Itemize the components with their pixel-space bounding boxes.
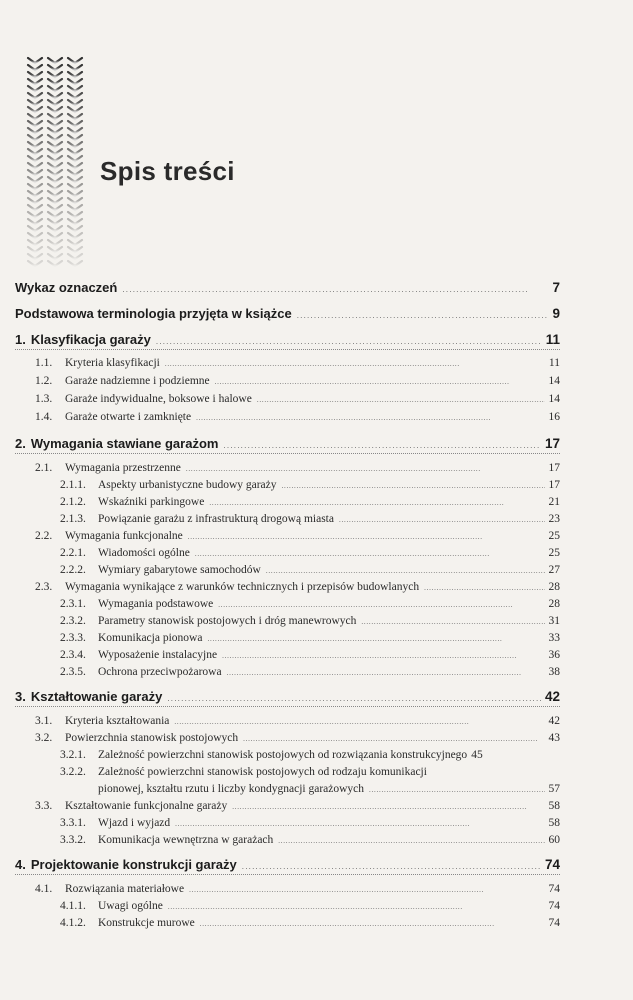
dot-leader <box>222 652 544 660</box>
dot-leader <box>424 584 544 592</box>
toc-subsection <box>60 817 560 829</box>
toc-subsection-number: 3.3.1. <box>60 817 86 829</box>
chevron-mark <box>68 191 82 196</box>
toc-section-page: 16 <box>548 411 560 423</box>
dot-leader <box>243 735 544 743</box>
toc-subsection <box>60 749 560 761</box>
toc-subsection-page: 45 <box>471 749 483 761</box>
toc-section <box>35 462 560 474</box>
toc-chapter-page: 17 <box>544 436 560 451</box>
toc-subsection-number: 2.2.1. <box>60 547 86 559</box>
toc-subsection-label: Powiązanie garażu z infrastrukturą drogową miasta <box>98 513 334 525</box>
toc-subsection <box>60 496 560 508</box>
dot-leader <box>223 441 541 450</box>
chevron-mark <box>68 261 82 266</box>
toc-subsection-page: 27 <box>548 564 560 576</box>
chevron-mark <box>68 72 82 77</box>
dot-leader <box>189 886 544 894</box>
toc-section <box>35 393 560 405</box>
chevron-mark <box>68 240 82 245</box>
chevron-mark <box>68 100 82 105</box>
toc-entry-terminologia <box>15 306 560 321</box>
chevron-mark <box>48 121 62 126</box>
toc-subsection-number: 4.1.2. <box>60 917 86 929</box>
toc-subsection-page: 57 <box>548 783 560 795</box>
dot-leader <box>369 786 544 794</box>
chevron-mark <box>48 247 62 252</box>
chevron-mark <box>68 219 82 224</box>
toc-subsection-number: 2.2.2. <box>60 564 86 576</box>
chevron-mark <box>48 219 62 224</box>
toc-subsection-page: 36 <box>548 649 560 661</box>
toc-section-label: Rozwiązania materiałowe <box>65 883 185 895</box>
chevron-mark <box>68 128 82 133</box>
toc-section-label: Wymagania przestrzenne <box>65 462 181 474</box>
toc-chapter-number: 4. <box>15 857 26 872</box>
toc-section <box>35 581 560 593</box>
toc-subsection-label: Zależność powierzchni stanowisk postojowych od rozwiązania konstrukcyjnego <box>98 749 468 761</box>
chevron-mark <box>68 198 82 203</box>
toc-chapter-number: 3. <box>15 689 26 704</box>
chevron-mark <box>48 184 62 189</box>
toc-subsection-label: Parametry stanowisk postojowych i dróg manewrowych <box>98 615 357 627</box>
chevron-mark <box>68 65 82 70</box>
chevron-mark <box>48 86 62 91</box>
dot-leader <box>168 903 545 911</box>
toc-section-number: 1.2. <box>35 375 53 387</box>
chevron-mark <box>48 240 62 245</box>
chevron-mark <box>68 247 82 252</box>
toc-subsection-page: 74 <box>548 917 560 929</box>
dot-leader <box>209 499 544 507</box>
toc-section-number: 2.3. <box>35 581 53 593</box>
toc-chapter-3 <box>15 689 560 704</box>
dot-leader <box>266 567 545 575</box>
toc-chapter-page: 11 <box>545 332 560 347</box>
toc-subsection-page: 17 <box>548 479 560 491</box>
chevron-mark <box>48 233 62 238</box>
toc-subsection-label: Wymagania podstawowe <box>98 598 214 610</box>
toc-section-label: Kryteria klasyfikacji <box>65 357 160 369</box>
dot-leader <box>278 837 544 845</box>
chevron-mark <box>48 163 62 168</box>
toc-section-label: Garaże indywidualne, boksowe i halowe <box>65 393 252 405</box>
chevron-mark <box>68 121 82 126</box>
toc-subsection-label: Konstrukcje murowe <box>98 917 195 929</box>
chevron-mark <box>68 93 82 98</box>
toc-chapter-number: 1. <box>15 332 26 347</box>
toc-section-number: 3.2. <box>35 732 53 744</box>
toc-subsection-page: 23 <box>548 513 560 525</box>
toc-subsection-number: 3.3.2. <box>60 834 86 846</box>
chevron-mark <box>48 170 62 175</box>
dot-leader <box>242 862 541 871</box>
toc-section <box>35 732 560 744</box>
chevron-mark <box>48 142 62 147</box>
chevron-mark <box>48 79 62 84</box>
toc-subsection-label: Aspekty urbanistyczne budowy garaży <box>98 479 277 491</box>
toc-subsection-label: Wyposażenie instalacyjne <box>98 649 218 661</box>
toc-section-number: 1.1. <box>35 357 53 369</box>
dot-leader <box>175 820 544 828</box>
toc-section-page: 28 <box>548 581 560 593</box>
dot-leader <box>257 396 545 404</box>
toc-subsection <box>60 479 560 491</box>
toc-subsection-label: Ochrona przeciwpożarowa <box>98 666 222 678</box>
toc-chapter-page: 42 <box>544 689 560 704</box>
toc-subsection <box>60 834 560 846</box>
toc-chapter-page: 74 <box>544 857 560 872</box>
toc-chapter-number: 2. <box>15 436 26 451</box>
chevron-mark <box>48 198 62 203</box>
toc-subsection-label: Wjazd i wyjazd <box>98 817 171 829</box>
toc-subsection <box>60 917 560 929</box>
chevron-mark <box>68 163 82 168</box>
chevron-mark <box>68 149 82 154</box>
toc-subsection-label: Wskaźniki parkingowe <box>98 496 205 508</box>
toc-subsection-number: 2.1.2. <box>60 496 86 508</box>
toc-section-number: 3.3. <box>35 800 53 812</box>
toc-subsection <box>60 615 560 627</box>
toc-subsection <box>60 900 560 912</box>
toc-section-page: 74 <box>548 883 560 895</box>
toc-subsection <box>60 666 560 678</box>
toc-section-page: 42 <box>548 715 560 727</box>
toc-chapter-4 <box>15 857 560 872</box>
toc-subsection-number: 4.1.1. <box>60 900 86 912</box>
toc-section-label: Garaże nadziemne i podziemne <box>65 375 210 387</box>
chevron-mark <box>68 114 82 119</box>
toc-subsection <box>60 513 560 525</box>
toc-section-number: 1.4. <box>35 411 53 423</box>
toc-subsection-page: 21 <box>548 496 560 508</box>
toc-section-number: 2.1. <box>35 462 53 474</box>
toc-subsection <box>60 547 560 559</box>
toc-entry-page: 9 <box>552 306 560 321</box>
chevron-mark <box>48 58 62 63</box>
chapter-divider <box>15 706 560 707</box>
chapter-divider <box>15 349 560 350</box>
toc-section-label: Wymagania funkcjonalne <box>65 530 183 542</box>
toc-subsection-continuation <box>98 783 560 795</box>
chevron-mark <box>48 226 62 231</box>
toc-subsection-label: Wiadomości ogólne <box>98 547 190 559</box>
chevron-mark <box>68 184 82 189</box>
dot-leader <box>361 618 544 626</box>
dot-leader <box>282 482 545 490</box>
toc-section-number: 4.1. <box>35 883 53 895</box>
toc-section <box>35 357 560 369</box>
chapter-divider <box>15 874 560 875</box>
toc-section-number: 3.1. <box>35 715 53 727</box>
toc-subsection-label: Komunikacja pionowa <box>98 632 203 644</box>
chevron-mark <box>68 233 82 238</box>
toc-subsection-number: 2.3.4. <box>60 649 86 661</box>
dot-leader <box>186 465 545 473</box>
toc-section-page: 17 <box>548 462 560 474</box>
chevron-mark <box>48 100 62 105</box>
dot-leader <box>167 694 541 703</box>
chevron-mark <box>68 135 82 140</box>
chevron-mark <box>68 205 82 210</box>
chevron-mark <box>68 86 82 91</box>
toc-chapter-label: Kształtowanie garaży <box>30 689 163 704</box>
toc-section-label: Garaże otwarte i zamknięte <box>65 411 192 423</box>
chevron-mark <box>68 58 82 63</box>
chevron-mark <box>68 170 82 175</box>
toc-subsection <box>60 632 560 644</box>
chevron-mark <box>48 93 62 98</box>
chevron-mark <box>68 177 82 182</box>
toc-subsection-label: Zależność powierzchni stanowisk postojowych od rodzaju komunikacji <box>98 766 427 778</box>
toc-section-number: 2.2. <box>35 530 53 542</box>
toc-section-page: 14 <box>548 393 560 405</box>
chevron-mark <box>48 177 62 182</box>
dot-leader <box>339 516 545 524</box>
toc-section-label: Powierzchnia stanowisk postojowych <box>65 732 239 744</box>
dot-leader <box>195 550 545 558</box>
toc-subsection-label: pionowej, kształtu rzutu i liczby kondygnacji garażowych <box>98 783 365 795</box>
toc-subsection-page: 31 <box>548 615 560 627</box>
chevron-mark <box>68 226 82 231</box>
toc-subsection-number: 2.3.2. <box>60 615 86 627</box>
chevron-mark <box>68 212 82 217</box>
dot-leader <box>297 311 549 320</box>
toc-subsection-number: 2.3.5. <box>60 666 86 678</box>
dot-leader <box>207 635 544 643</box>
toc-section-page: 43 <box>548 732 560 744</box>
toc-entry-label: Podstawowa terminologia przyjęta w książce <box>15 306 292 321</box>
chevron-mark <box>48 254 62 259</box>
toc-section <box>35 715 560 727</box>
toc-chapter-1 <box>15 332 560 347</box>
toc-subsection-page: 33 <box>548 632 560 644</box>
chevron-mark <box>68 107 82 112</box>
toc-section <box>35 375 560 387</box>
toc-subsection-number: 2.1.3. <box>60 513 86 525</box>
toc-subsection-page: 25 <box>548 547 560 559</box>
toc-subsection-page: 74 <box>548 900 560 912</box>
chevron-mark <box>48 107 62 112</box>
dot-leader <box>215 378 545 386</box>
toc-subsection-label: Komunikacja wewnętrzna w garażach <box>98 834 274 846</box>
toc-entry-page: 7 <box>552 280 560 295</box>
dot-leader <box>122 285 548 294</box>
page-title: Spis treści <box>100 156 235 186</box>
toc-subsection <box>60 649 560 661</box>
toc-subsection-page: 60 <box>548 834 560 846</box>
toc-subsection-page: 58 <box>548 817 560 829</box>
toc-section-label: Kształtowanie funkcjonalne garaży <box>65 800 228 812</box>
toc-section <box>35 411 560 423</box>
toc-section <box>35 800 560 812</box>
chevron-mark <box>48 114 62 119</box>
chevron-mark <box>48 72 62 77</box>
chevron-mark <box>48 156 62 161</box>
chevron-mark <box>68 156 82 161</box>
toc-chapter-label: Klasyfikacja garaży <box>30 332 151 347</box>
toc-section-page: 11 <box>548 357 560 369</box>
toc-subsection <box>60 766 560 778</box>
dot-leader <box>196 414 544 422</box>
toc-subsection-page: 28 <box>548 598 560 610</box>
chevron-mark <box>48 205 62 210</box>
toc-section-number: 1.3. <box>35 393 53 405</box>
chevron-mark <box>48 212 62 217</box>
toc-subsection <box>60 598 560 610</box>
toc-subsection-number: 2.1.1. <box>60 479 86 491</box>
toc-chapter-2 <box>15 436 560 451</box>
chapter-divider <box>15 453 560 454</box>
chevron-mark <box>68 142 82 147</box>
chevron-mark <box>48 149 62 154</box>
toc-section <box>35 530 560 542</box>
toc-subsection-label: Uwagi ogólne <box>98 900 163 912</box>
dot-leader <box>218 601 544 609</box>
toc-section <box>35 883 560 895</box>
toc-subsection-number: 2.3.3. <box>60 632 86 644</box>
chevron-mark <box>48 65 62 70</box>
chevron-mark <box>48 128 62 133</box>
dot-leader <box>188 533 545 541</box>
toc-section-label: Wymagania wynikające z warunków technicznych i przepisów budowlanych <box>65 581 420 593</box>
toc-entry-wykaz <box>15 280 560 295</box>
dot-leader <box>227 669 545 677</box>
toc-section-page: 14 <box>548 375 560 387</box>
toc-chapter-label: Projektowanie konstrukcji garaży <box>30 857 237 872</box>
toc-subsection-page: 38 <box>548 666 560 678</box>
toc-section-page: 25 <box>548 530 560 542</box>
chevron-mark <box>48 261 62 266</box>
chevron-mark <box>48 135 62 140</box>
chevron-mark <box>68 254 82 259</box>
dot-leader <box>174 718 544 726</box>
dot-leader <box>156 337 542 346</box>
toc-section-page: 58 <box>548 800 560 812</box>
toc-subsection-number: 3.2.2. <box>60 766 86 778</box>
dot-leader <box>165 360 545 368</box>
toc-subsection-number: 3.2.1. <box>60 749 86 761</box>
dot-leader <box>200 920 545 928</box>
toc-subsection-label: Wymiary gabarytowe samochodów <box>98 564 261 576</box>
dot-leader <box>232 803 544 811</box>
toc-chapter-label: Wymagania stawiane garażom <box>30 436 219 451</box>
toc-section-label: Kryteria kształtowania <box>65 715 170 727</box>
toc-subsection <box>60 564 560 576</box>
toc-subsection-number: 2.3.1. <box>60 598 86 610</box>
toc-entry-label: Wykaz oznaczeń <box>15 280 118 295</box>
chevron-mark <box>68 79 82 84</box>
chevron-ornament-icon <box>26 54 86 270</box>
chevron-mark <box>48 191 62 196</box>
